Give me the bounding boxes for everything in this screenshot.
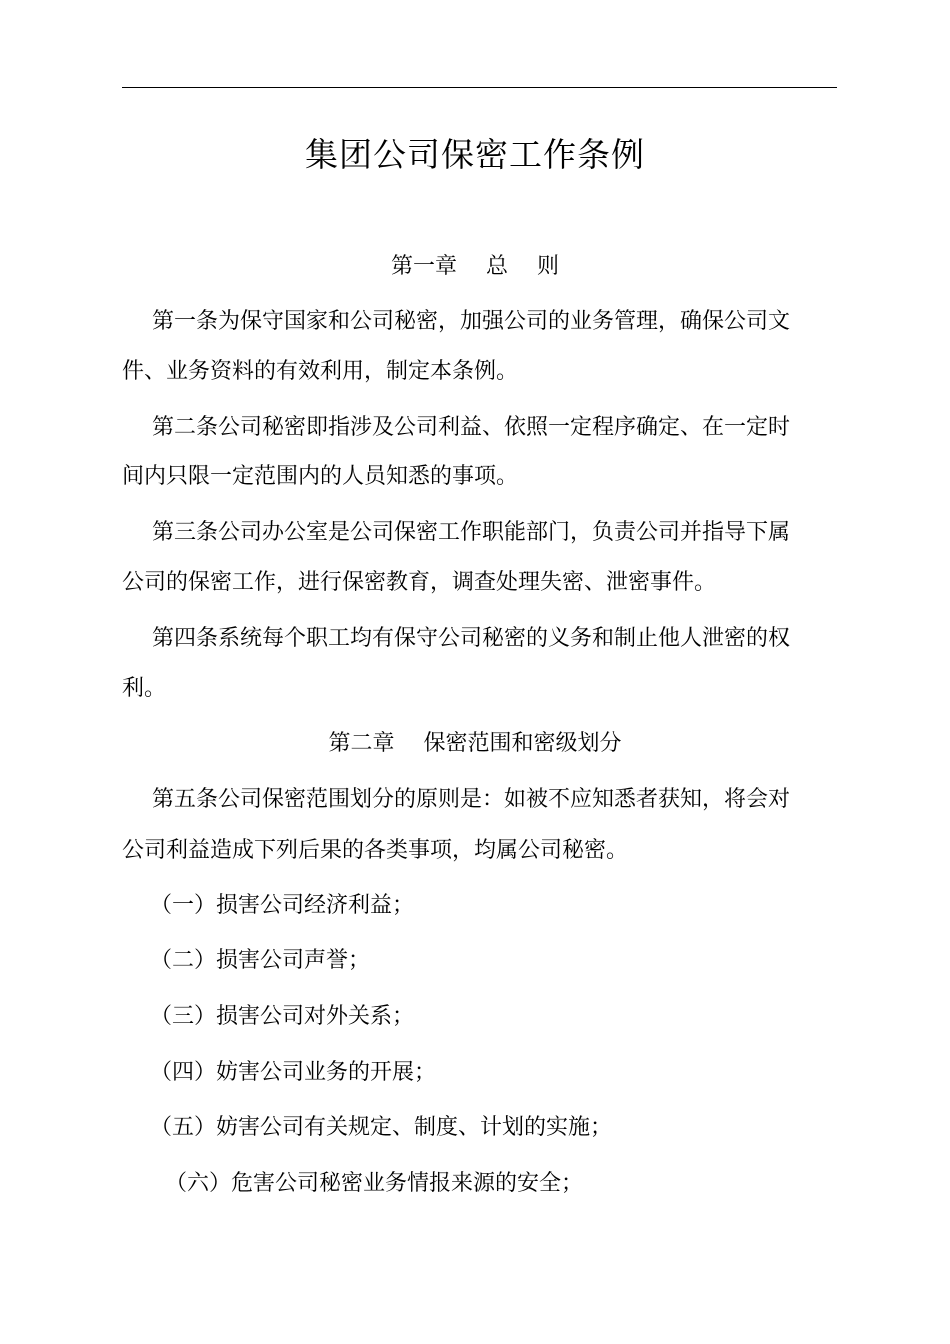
article-2-line-1: 第二条公司秘密即指涉及公司利益、依照一定程序确定、在一定时 <box>152 415 791 440</box>
list-item-2: （二）损害公司声誉； <box>150 948 371 973</box>
document-title: 集团公司保密工作条例 <box>305 135 645 174</box>
article-2-line-2: 间内只限一定范围内的人员知悉的事项。 <box>122 464 519 489</box>
article-3-line-2: 公司的保密工作，进行保密教育，调查处理失密、泄密事件。 <box>122 570 717 595</box>
article-5-line-1: 第五条公司保密范围划分的原则是：如被不应知悉者获知，将会对 <box>152 787 791 812</box>
article-4-line-2: 利。 <box>122 676 167 701</box>
header-rule <box>122 87 837 88</box>
chapter-2-heading: 第二章 保密范围和密级划分 <box>328 731 622 756</box>
article-4-line-1: 第四条系统每个职工均有保守公司秘密的义务和制止他人泄密的权 <box>152 626 791 651</box>
article-1-line-2: 件、业务资料的有效利用，制定本条例。 <box>122 359 519 384</box>
article-3-line-1: 第三条公司办公室是公司保密工作职能部门，负责公司并指导下属 <box>152 520 791 545</box>
list-item-3: （三）损害公司对外关系； <box>150 1004 415 1029</box>
list-item-4: （四）妨害公司业务的开展； <box>150 1060 437 1085</box>
article-5-line-2: 公司利益造成下列后果的各类事项，均属公司秘密。 <box>122 838 629 863</box>
chapter-1-heading: 第一章 总 则 <box>391 254 559 279</box>
article-1-line-1: 第一条为保守国家和公司秘密，加强公司的业务管理，确保公司文 <box>152 309 791 334</box>
list-item-5: （五）妨害公司有关规定、制度、计划的实施； <box>150 1115 613 1140</box>
list-item-6: （六）危害公司秘密业务情报来源的安全； <box>165 1171 584 1196</box>
list-item-1: （一）损害公司经济利益； <box>150 893 415 918</box>
